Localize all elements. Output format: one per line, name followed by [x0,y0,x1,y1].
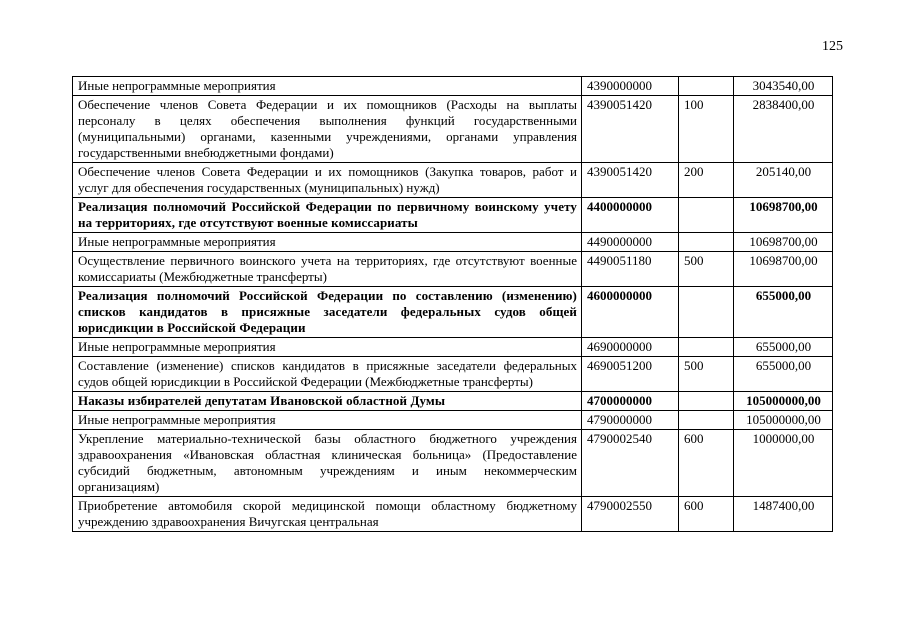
row-type-cell [679,77,734,96]
row-sum-cell: 655000,00 [734,338,833,357]
row-type-cell: 600 [679,430,734,497]
row-code-cell: 4490051180 [582,252,679,287]
row-code-cell: 4790002550 [582,497,679,532]
row-name-cell: Укрепление материально-технической базы областного бюджетного учреждения здравоохранения «Ивановская областная клиническая больница» (Предоставление субсидий бюджетным, автономным учреждениям и иным некоммерческим организациям) [73,430,582,497]
row-sum-cell: 3043540,00 [734,77,833,96]
row-type-cell [679,338,734,357]
row-sum-cell: 10698700,00 [734,252,833,287]
row-type-cell: 200 [679,163,734,198]
row-type-cell [679,411,734,430]
row-name-cell: Наказы избирателей депутатам Ивановской областной Думы [73,392,582,411]
row-name-cell: Составление (изменение) списков кандидатов в присяжные заседатели федеральных судов общей юрисдикции в Российской Федерации (Межбюджетные трансферты) [73,357,582,392]
row-type-cell [679,392,734,411]
table-row [73,338,833,357]
table-row-section [73,287,833,338]
table-row [73,77,833,96]
page-number: 125 [822,39,843,54]
row-name-cell: Приобретение автомобиля скорой медицинской помощи областному бюджетному учреждению здравоохранения Вичугская центральная [73,497,582,532]
row-name-cell: Реализация полномочий Российской Федерации по первичному воинскому учету на территориях, где отсутствуют военные комиссариаты [73,198,582,233]
row-sum-cell: 655000,00 [734,287,833,338]
row-code-cell: 4700000000 [582,392,679,411]
row-type-cell: 100 [679,96,734,163]
row-name-cell: Иные непрограммные мероприятия [73,233,582,252]
row-code-cell: 4390051420 [582,96,679,163]
row-sum-cell: 10698700,00 [734,198,833,233]
row-type-cell: 500 [679,357,734,392]
row-code-cell: 4790002540 [582,430,679,497]
row-name-cell: Осуществление первичного воинского учета на территориях, где отсутствуют военные комиссариаты (Межбюджетные трансферты) [73,252,582,287]
row-code-cell: 4690000000 [582,338,679,357]
row-name-cell: Иные непрограммные мероприятия [73,411,582,430]
row-sum-cell: 1000000,00 [734,430,833,497]
row-code-cell: 4490000000 [582,233,679,252]
table-row-section [73,392,833,411]
table-row [73,233,833,252]
row-type-cell [679,198,734,233]
budget-table [72,76,833,532]
row-name-cell: Иные непрограммные мероприятия [73,338,582,357]
row-code-cell: 4600000000 [582,287,679,338]
row-code-cell: 4790000000 [582,411,679,430]
table-row [73,411,833,430]
row-type-cell [679,287,734,338]
table-row-section [73,198,833,233]
row-sum-cell: 655000,00 [734,357,833,392]
row-sum-cell: 1487400,00 [734,497,833,532]
row-code-cell: 4390000000 [582,77,679,96]
table-row [73,357,833,392]
row-sum-cell: 2838400,00 [734,96,833,163]
table-row [73,430,833,497]
row-name-cell: Иные непрограммные мероприятия [73,77,582,96]
row-sum-cell: 105000000,00 [734,411,833,430]
row-sum-cell: 105000000,00 [734,392,833,411]
row-code-cell: 4390051420 [582,163,679,198]
row-name-cell: Обеспечение членов Совета Федерации и их помощников (Закупка товаров, работ и услуг для обеспечения государственных (муниципальных) нужд) [73,163,582,198]
table-row [73,96,833,163]
row-sum-cell: 205140,00 [734,163,833,198]
row-name-cell: Обеспечение членов Совета Федерации и их помощников (Расходы на выплаты персоналу в целях обеспечения выполнения функций государственными (муниципальными) органами, казенными учреждениями, органами управления государственными внебюджетными фондами) [73,96,582,163]
table-row [73,252,833,287]
row-type-cell [679,233,734,252]
row-code-cell: 4400000000 [582,198,679,233]
row-code-cell: 4690051200 [582,357,679,392]
row-name-cell: Реализация полномочий Российской Федерации по составлению (изменению) списков кандидатов в присяжные заседатели федеральных судов общей юрисдикции в Российской Федерации [73,287,582,338]
table-row [73,497,833,532]
row-type-cell: 600 [679,497,734,532]
row-sum-cell: 10698700,00 [734,233,833,252]
table-row [73,163,833,198]
row-type-cell: 500 [679,252,734,287]
